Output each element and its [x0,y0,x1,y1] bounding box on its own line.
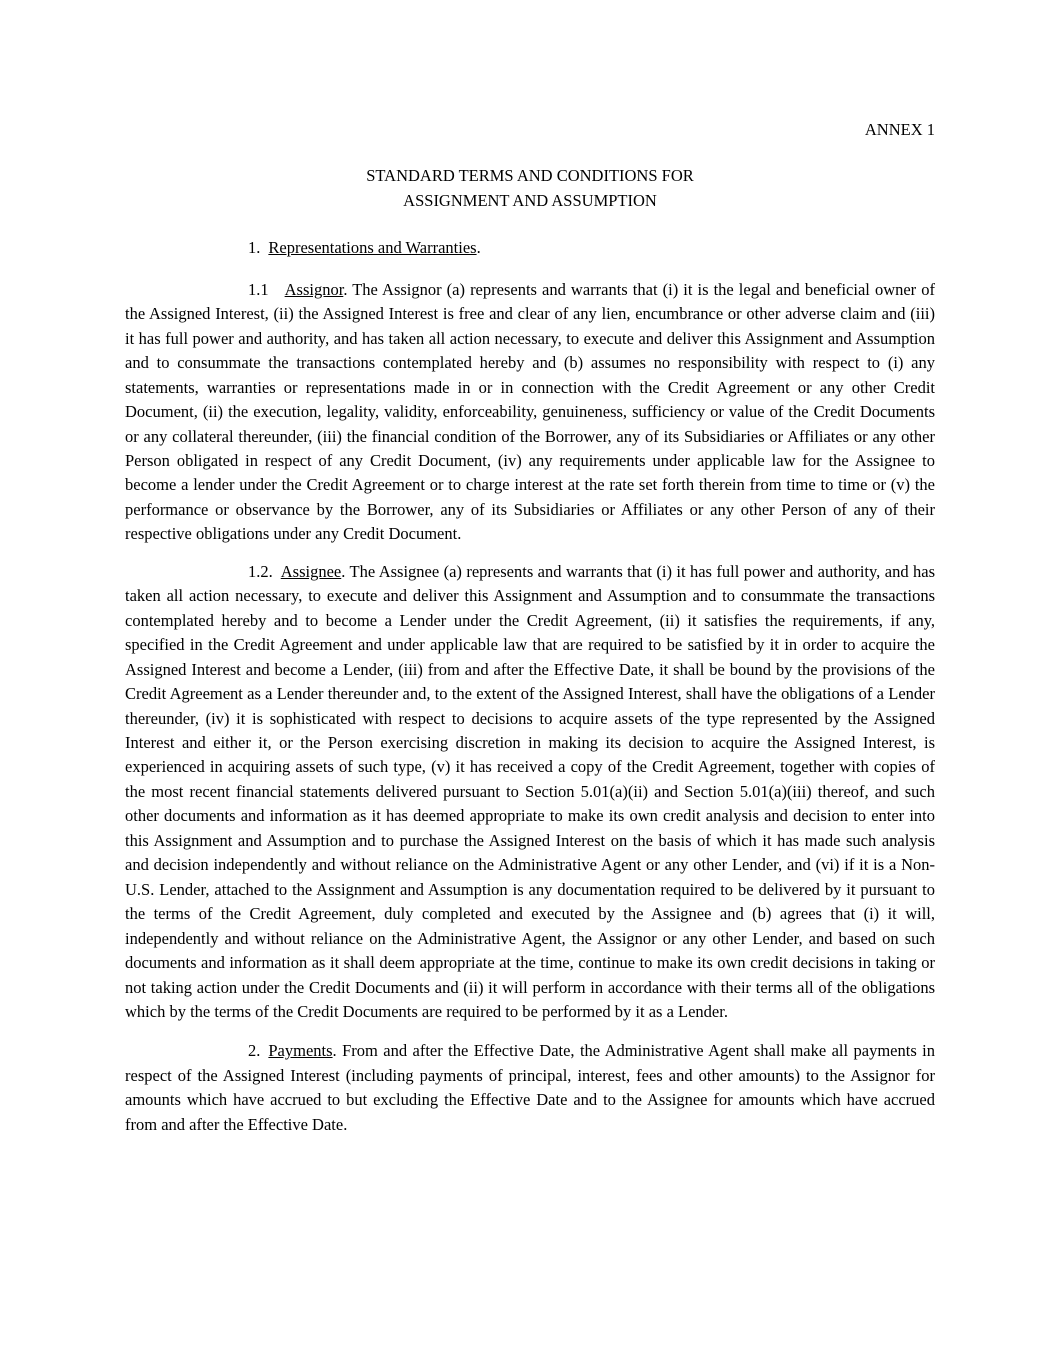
paragraph-2 [125,1039,935,1137]
document-title [125,164,935,213]
paragraph-2-term: Payments [268,1041,333,1061]
section-1-heading-text: Representations and Warranties [268,238,477,258]
section-1-heading [125,236,935,260]
paragraph-1-2-term: Assignee [280,561,342,581]
paragraph-2-number: 2. [248,1041,261,1061]
section-1-heading-suffix: . [476,238,481,258]
section-1-number: 1. [248,238,261,258]
paragraph-1-1-term: Assignor [284,279,344,299]
paragraph-2-body: . From and after the Effective Date, the Administrative Agent shall make all payments in respect of the Assigned Interest (including payments of principal, interest, fees and other amounts) to the Assignor for amounts which have accrued to but excluding the Effective Date and to the Assignee for amounts which have accrued from and after the Effective Date. [125,1041,935,1134]
title-line-2: ASSIGNMENT AND ASSUMPTION [403,190,657,210]
annex-label: ANNEX 1 [864,120,935,139]
paragraph-1-2 [125,560,935,1025]
paragraph-1-1-body: . The Assignor (a) represents and warrants that (i) it is the legal and beneficial owner of the Assigned Interest, (ii) the Assigned Interest is free and clear of any lien, encumbrance or other adverse claim and (iii) it has full power and authority, and has taken all action necessary, to execute and deliver this Assignment and Assumption and to consummate the transactions contemplated hereby and (b) assumes no responsibility with respect to (i) any statements, warranties or representations made in or in connection with the Credit Agreement or any other Credit Document, (ii) the execution, legality, validity, enforceability, genuineness, sufficiency or value of the Credit Documents or any collateral thereunder, (iii) the financial condition of the Borrower, any of its Subsidiaries or Affiliates or any other Person obligated in respect of any Credit Document, (iv) any requirements under applicable law for the Assignee to become a lender under the Credit Agreement or to charge interest at the rate set forth therein from time to time or (v) the performance or observance by the Borrower, any of its Subsidiaries or Affiliates or any other Person of any of their respective obligations under any Credit Document. [125,279,935,544]
paragraph-1-1 [125,278,935,547]
title-line-1: STANDARD TERMS AND CONDITIONS FOR [366,166,694,186]
paragraph-1-2-body: . The Assignee (a) represents and warrants that (i) it has full power and authority, and has taken all action necessary, to execute and deliver this Assignment and Assumption and to consummate the transactions contemplated hereby and to become a Lender under the Credit Agreement, (ii) it satisfies the requirements, if any, specified in the Credit Agreement and under applicable law that are required to be satisfied by it in order to acquire the Assigned Interest and become a Lender, (iii) from and after the Effective Date, it shall be bound by the provisions of the Credit Agreement as a Lender thereunder and, to the extent of the Assigned Interest, shall have the obligations of a Lender thereunder, (iv) it is sophisticated with respect to decisions to acquire assets of the type represented by the Assigned Interest and either it, or the Person exercising discretion in making its decision to acquire the Assigned Interest, is experienced in acquiring assets of such type, (v) it has received a copy of the Credit Agreement, together with copies of the most recent financial statements delivered pursuant to Section 5.01(a)(ii) and Section 5.01(a)(iii) thereof, and such other documents and information as it has deemed appropriate to make its own credit analysis and decision to enter into this Assignment and Assumption and to purchase the Assigned Interest on the basis of which it has made such analysis and decision independently and without reliance on the Administrative Agent or any other Lender, and (vi) if it is a Non-U.S. Lender, attached to the Assignment and Assumption is any documentation required to be delivered by it pursuant to the terms of the Credit Agreement, duly completed and executed by the Assignee and (b) agrees that (i) it will, independently and without reliance on the Administrative Agent, the Assignor or any other Lender, and based on such documents and information as it shall deem appropriate at the time, continue to make its own credit decisions in taking or not taking action under the Credit Documents and (ii) it will perform in accordance with their terms all of the obligations which by the terms of the Credit Documents are required to be performed by it as a Lender. [125,561,935,1021]
paragraph-1-1-number: 1.1 [248,279,269,299]
document-content [125,118,935,1137]
paragraph-1-2-number: 1.2. [248,561,273,581]
